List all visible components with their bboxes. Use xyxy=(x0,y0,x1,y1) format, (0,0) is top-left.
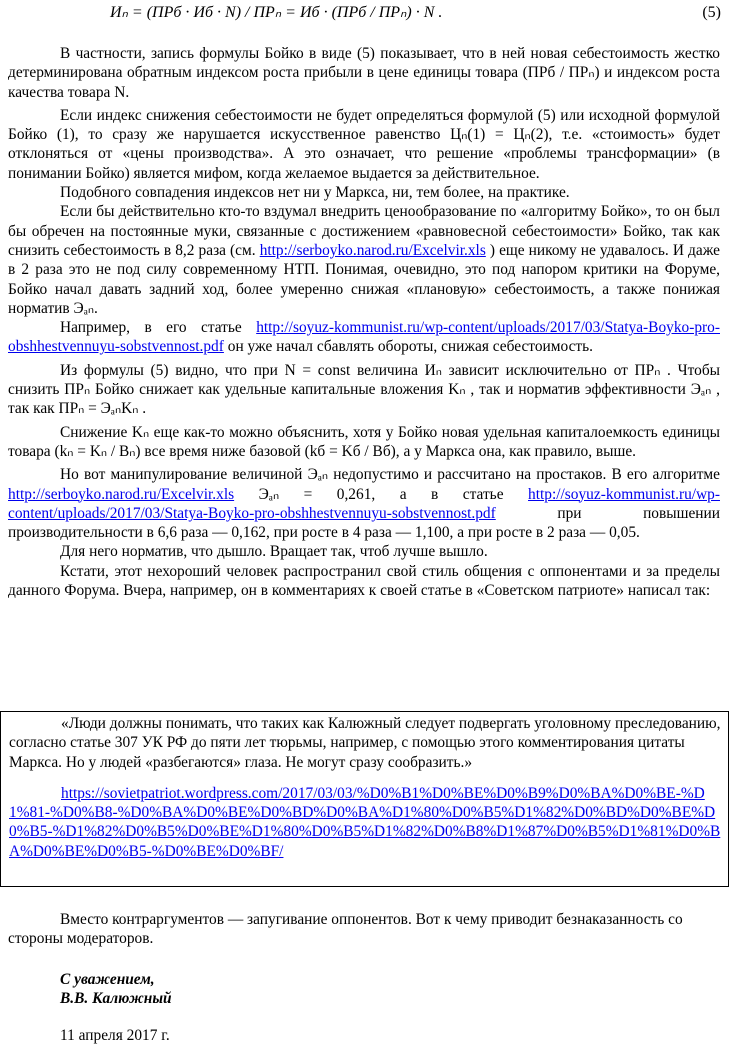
paragraph: В частности, запись формулы Бойко в виде (5) показывает, что в ней новая себестоимость жестко детерминирована обратным индексом роста прибыли в цене единицы товара (ПРб / ПРₙ) и индексом роста качества товара N. xyxy=(8,45,720,101)
paragraph: Подобного совпадения индексов нет ни у Маркса, ни, тем более, на практике. xyxy=(60,184,570,202)
excel-link-2[interactable]: http://serboyko.narod.ru/Excelvir.xls xyxy=(8,485,235,503)
signature-greeting: С уважением, xyxy=(60,971,155,988)
excel-link[interactable]: http://serboyko.narod.ru/Excelvir.xls xyxy=(259,241,486,259)
paragraph: Вместо контраргументов — запугивание оппонентов. Вот к чему приводит безнаказанность со стороны модераторов. xyxy=(8,911,683,948)
article-link-2[interactable]: http://soyuz-kommunist.ru/wp-content/uploads/2017/03/Statya-Boyko-pro-obshhestvennuyu-sobstvennost.pdf xyxy=(8,485,720,522)
paragraph: Для него норматив, что дышло. Вращает так, чтоб лучше вышло. xyxy=(60,543,488,561)
signature xyxy=(60,970,172,1009)
paragraph: Кстати, этот нехороший человек распространил свой стиль общения с оппонентами и за пределы данного Форума. Вчера, например, он в комментариях к своей статье в «Советском патриоте» написал так: xyxy=(8,562,720,600)
closing-text xyxy=(8,910,720,949)
paragraph: Например, в его статье http://soyuz-kommunist.ru/wp-content/uploads/2017/03/Statya-Boyko-pro-obshhestvennuyu-sobstvennost.pdf он уже начал сбавлять обороты, снижая себестоимость. xyxy=(8,319,720,356)
formula-number: (5) xyxy=(702,4,721,21)
paragraph: Если бы действительно кто-то вздумал внедрить ценообразование по «алгоритму Бойко», то он был бы обречен на постоянные муки, связанные с достижением «равновесной себестоимости» Бойко, так как снизить себестоимость в 8,2 раза (см. http://serboyko.narod.ru/Excelvir.xls ) еще никому не удавалось. И даже в 2 раза это не под силу современному НТП. Понимая, очевидно, это под напором критики на Форуме, Бойко начал давать задний ход, более умеренно снижая «плановую» себестоимость, а также понижая норматив Эₐₙ. xyxy=(8,203,720,317)
quote-link[interactable]: https://sovietpatriot.wordpress.com/2017/03/03/%D0%B1%D0%BE%D0%B9%D0%BA%D0%BE-%D1%81-%D0%B8-%D0%BA%D0%BE%D0%BD%D0%BA%D1%80%D0%B5%D1%82%D0%BD%D0%BE%D0%B5-%D1%82%D0%B5%D0%BE%D1%80%D0%B5%D1%82%D0%B8%D1%87%D0%B5%D1%81%D0%BA%D0%BE%D0%B5-%D0%BE%D0%BF/ xyxy=(9,784,721,860)
paragraph: Если индекс снижения себестоимости не будет определяться формулой (5) или исходной формулой Бойко (1), то сразу же нарушается искусственное равенство Цₙ(1) = Цₙ(2), т.е. «стоимость» будет отклоняться от «цены производства». А это означает, что решение «проблемы трансформации» (в понимании Бойко) является мифом, когда желаемое выдается за действительное. xyxy=(8,106,720,182)
paragraph: Но вот манипулирование величиной Эₐₙ недопустимо и рассчитано на простаков. В его алгоритме http://serboyko.narod.ru/Excelvir.xls Эₐₙ = 0,261, а в статье http://soyuz-kommunist.ru/wp-content/uploads/2017/03/Statya-Boyko-pro-obshhestvennuyu-sobstvennost.pdf при повышении производительности в 6,6 раза — 0,162, при росте в 4 раза — 1,100, а при росте в 2 раза — 0,05. xyxy=(8,466,720,542)
date: 11 апреля 2017 г. xyxy=(60,1027,170,1044)
formula-5: Иₙ = (ПРб · Иб · N) / ПРₙ = Иб · (ПРб / ПРₙ) · N . xyxy=(110,4,443,21)
quote-box xyxy=(0,711,729,887)
body-text xyxy=(8,44,720,600)
signature-name: В.В. Калюжный xyxy=(60,990,172,1008)
article-link[interactable]: http://soyuz-kommunist.ru/wp-content/uploads/2017/03/Statya-Boyko-pro-obshhestvennuyu-sobstvennost.pdf xyxy=(8,319,720,356)
quote-text: «Люди должны понимать, что таких как Калюжный следует подвергать уголовному преследованию, согласно статье 307 УК РФ до пяти лет тюрьмы, например, с помощью этого комментирования цитаты Маркса. Но у людей «разбегаются» глаза. Не могут сразу сообразить.» xyxy=(9,715,721,771)
paragraph: Из формулы (5) видно, что при N = const величина Иₙ зависит исключительно от ПРₙ . Чтобы снизить ПРₙ Бойко снижает как удельные капитальные вложения Kₙ , так и норматив эффективности Эₐₙ , так как ПРₙ = ЭₐₙKₙ . xyxy=(8,361,720,418)
paragraph: Снижение Kₙ еще как-то можно объяснить, хотя у Бойко новая удельная капиталоемкость единицы товара (kₙ = Kₙ / Bₙ) все время ниже базовой (kб = Kб / Bб), а у Маркса она, как правило, выше. xyxy=(8,423,720,460)
